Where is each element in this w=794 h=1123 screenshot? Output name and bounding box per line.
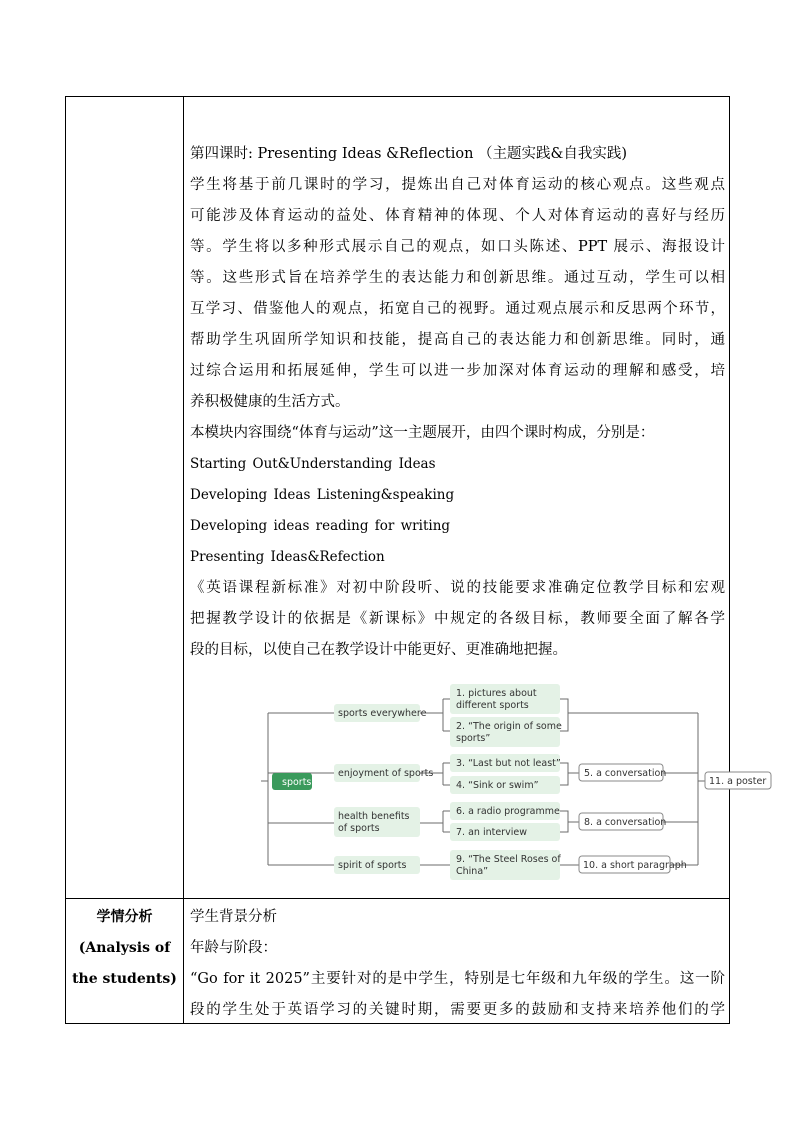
- branch-label-3b: of sports: [338, 823, 380, 834]
- lesson-four-title: 第四课时: Presenting Ideas &Reflection （主题实践&自我实践): [190, 146, 628, 162]
- item-label-9a: 9. “The Steel Roses of: [456, 854, 561, 865]
- paragraph-line: 段的目标，以使自己在教学设计中能更好、更准确地把握。: [190, 642, 567, 658]
- student-analysis-content: [190, 902, 725, 1026]
- output-label-11: 11. a poster: [709, 776, 767, 787]
- paragraph-line: 互学习、借鉴他人的观点，拓宽自己的视野。通过观点展示和反思两个环节，: [190, 301, 725, 317]
- item-label-7: 7. an interview: [456, 827, 527, 838]
- branch-label-1: sports everywhere: [338, 708, 427, 719]
- analysis-subtitle: 学生背景分析: [190, 909, 277, 925]
- lesson-list-item: Starting Out&Understanding Ideas: [190, 456, 436, 472]
- item-label-6: 6. a radio programme: [456, 806, 560, 817]
- module-intro-line: 本模块内容围绕“体育与运动”这一主题展开，由四个课时构成，分别是：: [190, 425, 655, 441]
- paragraph-line: 过综合运用和拓展延伸，学生可以进一步加深对体育运动的理解和感受，培: [190, 363, 725, 379]
- heading-line-en: the students): [72, 971, 177, 987]
- output-label-8: 8. a conversation: [584, 817, 667, 828]
- item-label-3: 3. “Last but not least”: [456, 758, 561, 769]
- branch-label-3a: health benefits: [338, 811, 410, 822]
- lesson-four-content: [190, 139, 725, 666]
- output-label-10: 10. a short paragraph: [583, 860, 687, 871]
- paragraph-line: 可能涉及体育运动的益处、体育精神的体现、个人对体育运动的喜好与经历: [190, 208, 725, 224]
- paragraph-line: 段的学生处于英语学习的关键时期，需要更多的鼓励和支持来培养他们的学: [190, 1002, 725, 1018]
- lesson-list-item: Presenting Ideas&Refection: [190, 549, 385, 565]
- lesson-plan-table: [65, 96, 767, 1024]
- item-label-2b: sports”: [456, 733, 491, 744]
- column-divider: [183, 97, 184, 1023]
- item-label-1a: 1. pictures about: [456, 688, 537, 699]
- analysis-subheading: 年龄与阶段：: [190, 940, 277, 956]
- paragraph-line: 学生将基于前几课时的学习，提炼出自己对体育运动的核心观点。这些观点: [190, 177, 725, 193]
- lesson-list-item: Developing ideas reading for writing: [190, 518, 451, 534]
- heading-line-en: (Analysis of: [78, 940, 171, 956]
- lesson-list-item: Developing Ideas Listening&speaking: [190, 487, 455, 503]
- root-node-label: sports: [282, 777, 312, 788]
- paragraph-line: 把握教学设计的依据是《新课标》中规定的各级目标，教师要全面了解各学: [190, 611, 725, 627]
- item-label-1b: different sports: [456, 700, 529, 711]
- paragraph-line: 等。这些形式旨在培养学生的表达能力和创新思维。通过互动，学生可以相: [190, 270, 725, 286]
- sports-mind-map: [188, 675, 767, 897]
- mind-map-svg: [188, 675, 767, 897]
- heading-line-cn: 学情分析: [96, 909, 153, 925]
- paragraph-line: 等。学生将以多种形式展示自己的观点，如口头陈述、PPT 展示、海报设计: [190, 239, 725, 255]
- output-label-5: 5. a conversation: [584, 768, 667, 779]
- paragraph-line: 帮助学生巩固所学知识和技能，提高自己的表达能力和创新思维。同时，通: [190, 332, 725, 348]
- paragraph-line: “Go for it 2025”主要针对的是中学生，特别是七年级和九年级的学生。这一阶: [190, 971, 725, 987]
- item-label-4: 4. “Sink or swim”: [456, 780, 539, 791]
- student-analysis-heading: [66, 902, 183, 995]
- branch-label-2: enjoyment of sports: [338, 768, 434, 779]
- paragraph-line: 养积极健康的生活方式。: [190, 394, 350, 410]
- branch-label-4: spirit of sports: [338, 860, 407, 871]
- paragraph-line: 《英语课程新标准》对初中阶段听、说的技能要求准确定位教学目标和宏观: [190, 580, 725, 596]
- item-label-9b: China”: [456, 866, 489, 877]
- item-label-2a: 2. “The origin of some: [456, 721, 562, 732]
- row-divider: [66, 898, 729, 899]
